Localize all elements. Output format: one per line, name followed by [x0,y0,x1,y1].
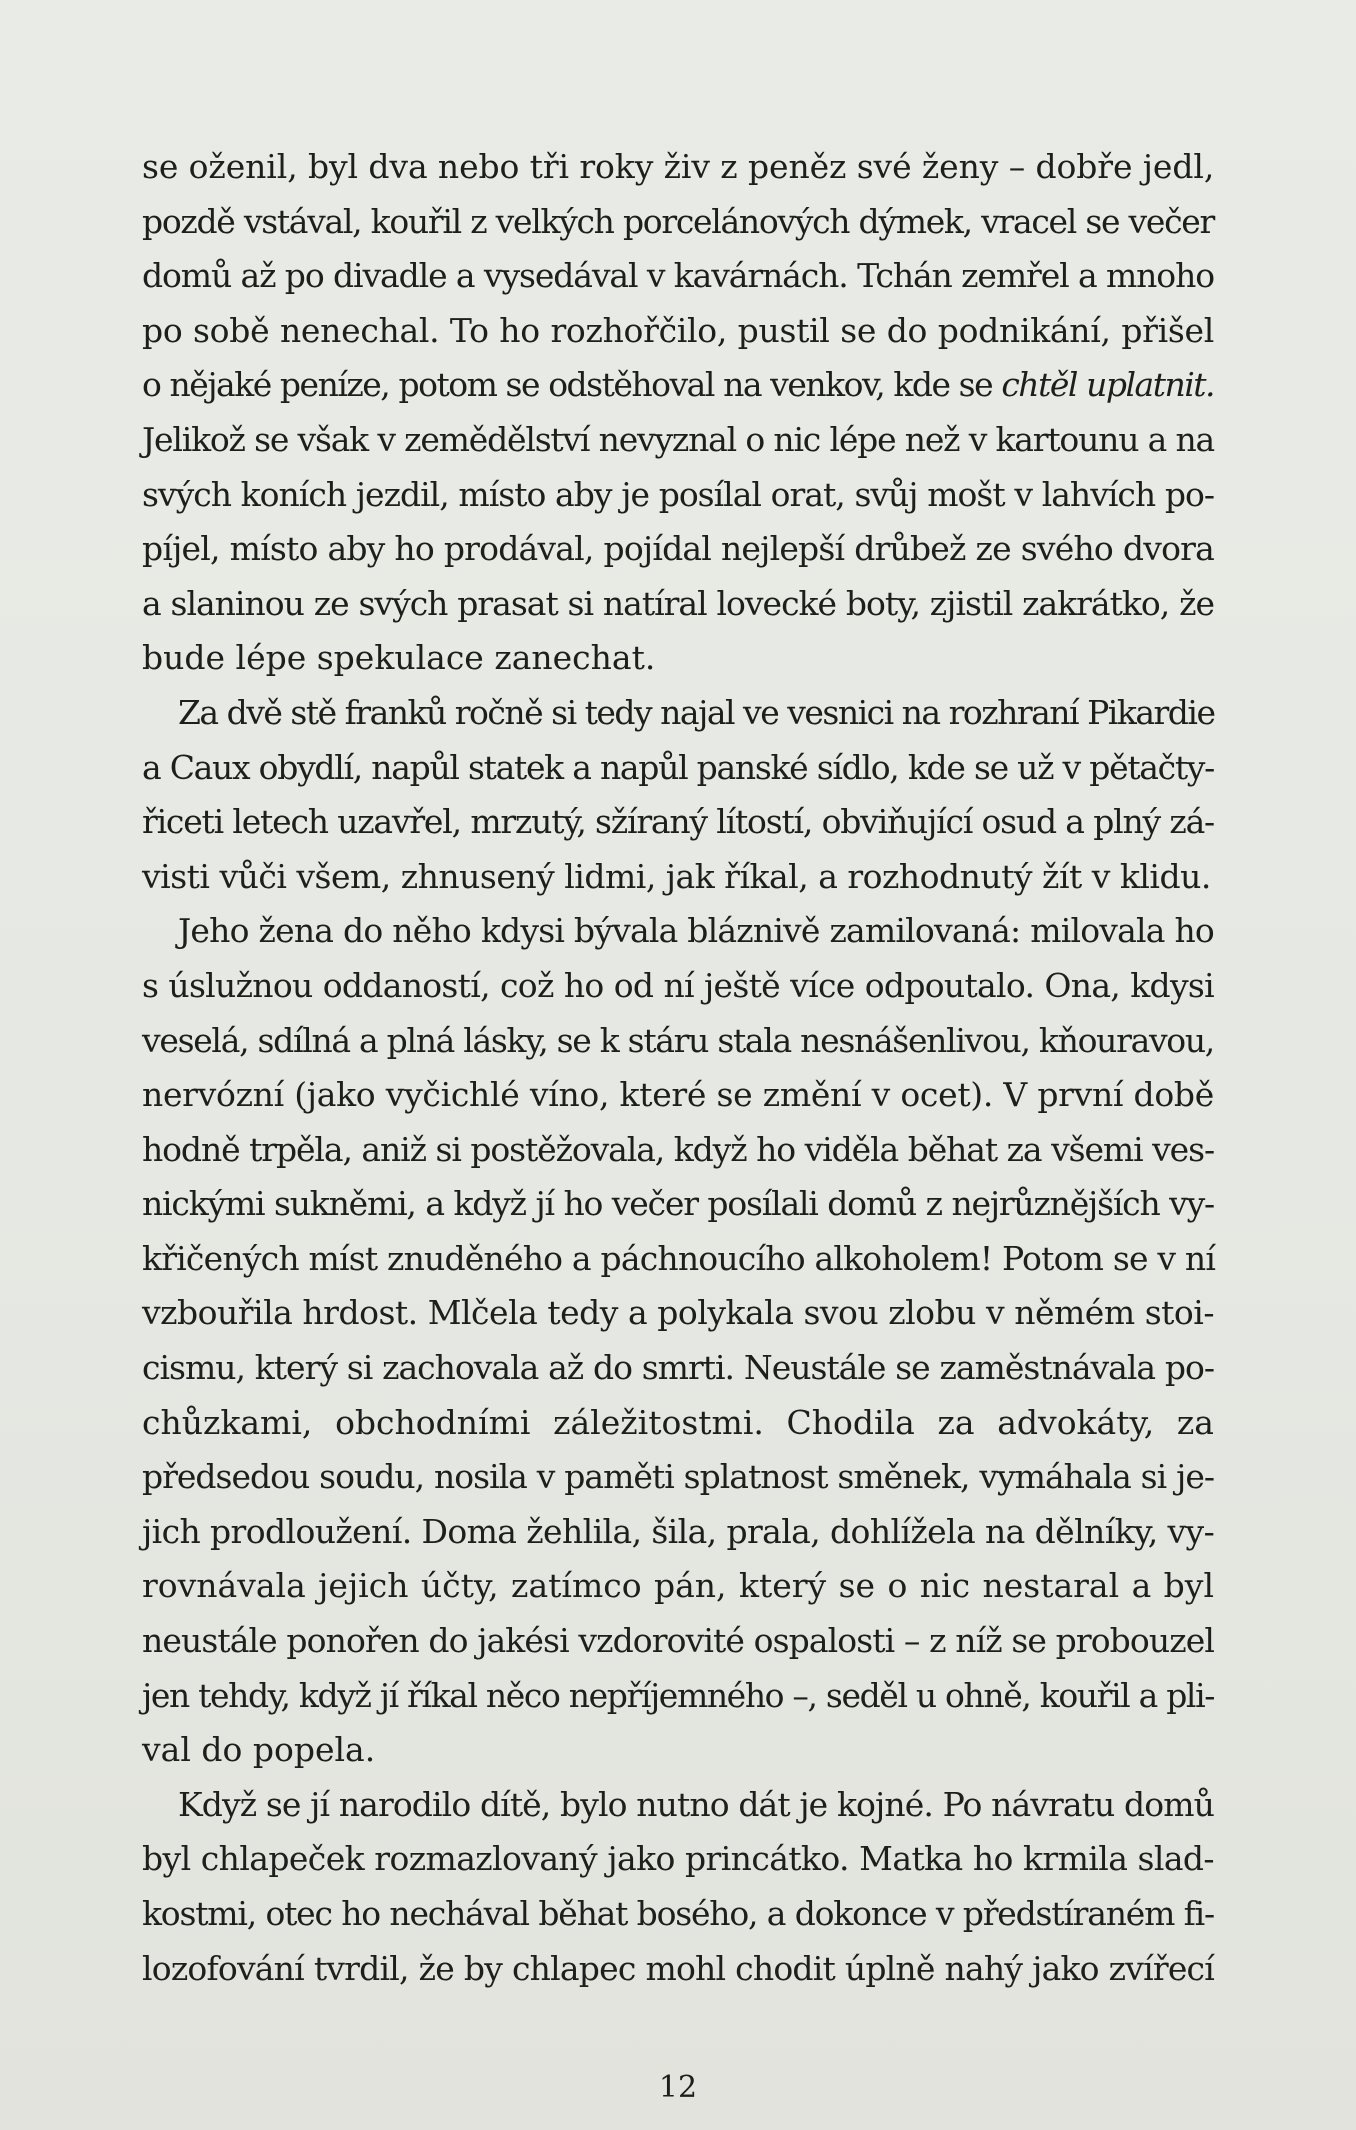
paragraph-1 [142,140,1214,686]
text-line: Za dvě stě franků ročně si tedy najal ve vesnici na rozhraní Pikardie [178,692,1215,732]
text-line: lozofování tvrdil, že by chlapec mohl chodit úplně nahý jako zvířecí [142,1948,1214,1988]
text-line: píjel, místo aby ho prodával, pojídal nejlepší drůbež ze svého dvora [142,529,1214,569]
text-line: chůzkami, obchodními záležitostmi. Chodila za advokáty, za [142,1402,1214,1442]
text-line: řiceti letech uzavřel, mrzutý, sžíraný lítostí, obviňující osud a plný zá- [142,802,1214,842]
text-line: bude lépe spekulace zanechat. [142,638,656,678]
text-line: po sobě nenechal. To ho rozhořčilo, pustil se do podnikání, přišel [142,310,1214,350]
text-line: nervózní (jako vyčichlé víno, které se změní v ocet). V první době [142,1075,1214,1115]
text-line: předsedou soudu, nosila v paměti splatnost směnek, vymáhala si je- [142,1457,1214,1497]
text-line: jen tehdy, když jí říkal něco nepříjemného –, seděl u ohně, kouřil a pli- [142,1675,1214,1715]
text-line: vzbouřila hrdost. Mlčela tedy a polykala svou zlobu v němém stoi- [142,1293,1214,1333]
page-number: 12 [658,2070,698,2105]
text-line: cismu, který si zachovala až do smrti. Neustále se zaměstnávala po- [142,1348,1214,1388]
text-line: hodně trpěla, aniž si postěžovala, když ho viděla běhat za všemi ves- [142,1129,1214,1169]
text-line: pozdě vstával, kouřil z velkých porcelánových dýmek, vracel se večer [142,201,1214,241]
text-line: s úslužnou oddaností, což ho od ní ještě více odpoutalo. Ona, kdysi [142,965,1214,1005]
paragraph-4 [142,1778,1214,1996]
text-line: byl chlapeček rozmazlovaný jako princátko. Matka ho krmila slad- [142,1839,1214,1879]
text-line: a slaninou ze svých prasat si natíral lovecké boty, zjistil zakrátko, že [142,583,1214,623]
text-line: křičených míst znuděného a páchnoucího alkoholem! Potom se v ní [142,1238,1216,1278]
text-line-start: o nějaké peníze, potom se odstěhoval na venkov, kde se [142,365,1002,405]
text-line [142,358,1214,413]
body-text [142,140,1214,1996]
text-line: rovnávala jejich účty, zatímco pán, který se o nic nestaral a byl [142,1566,1214,1606]
italic-phrase: chtěl uplatnit. [1001,365,1215,405]
text-line: visti vůči všem, zhnusený lidmi, jak říkal, a rozhodnutý žít v klidu. [142,856,1211,896]
text-line: Jeho žena do něho kdysi bývala bláznivě zamilovaná: milovala ho [178,911,1214,951]
text-line: val do popela. [142,1730,376,1770]
text-line: Když se jí narodilo dítě, bylo nutno dát je kojné. Po návratu domů [178,1784,1214,1824]
paragraph-3 [142,904,1214,1778]
text-line: Jelikož se však v zemědělství nevyznal o nic lépe než v kartounu a na [142,419,1214,459]
text-line: se oženil, byl dva nebo tři roky živ z peněz své ženy – dobře jedl, [142,147,1215,186]
text-line: domů až po divadle a vysedával v kavárnách. Tchán zemřel a mnoho [142,256,1214,296]
text-line: neustále ponořen do jakési vzdorovité ospalosti – z níž se probouzel [142,1621,1214,1661]
text-line: veselá, sdílná a plná lásky, se k stáru stala nesnášenlivou, kňouravou, [142,1020,1214,1060]
text-line: nickými sukněmi, a když jí ho večer posílali domů z nejrůznějších vy- [142,1184,1214,1224]
text-line: a Caux obydlí, napůl statek a napůl panské sídlo, kde se už v pětačty- [142,747,1214,787]
paragraph-2 [142,686,1214,904]
text-line: kostmi, otec ho nechával běhat bosého, a dokonce v předstíraném fi- [142,1894,1214,1933]
text-line: svých koních jezdil, místo aby je posílal orat, svůj mošt v lahvích po- [142,474,1214,514]
text-line: jich prodloužení. Doma žehlila, šila, prala, dohlížela na dělníky, vy- [142,1511,1215,1551]
